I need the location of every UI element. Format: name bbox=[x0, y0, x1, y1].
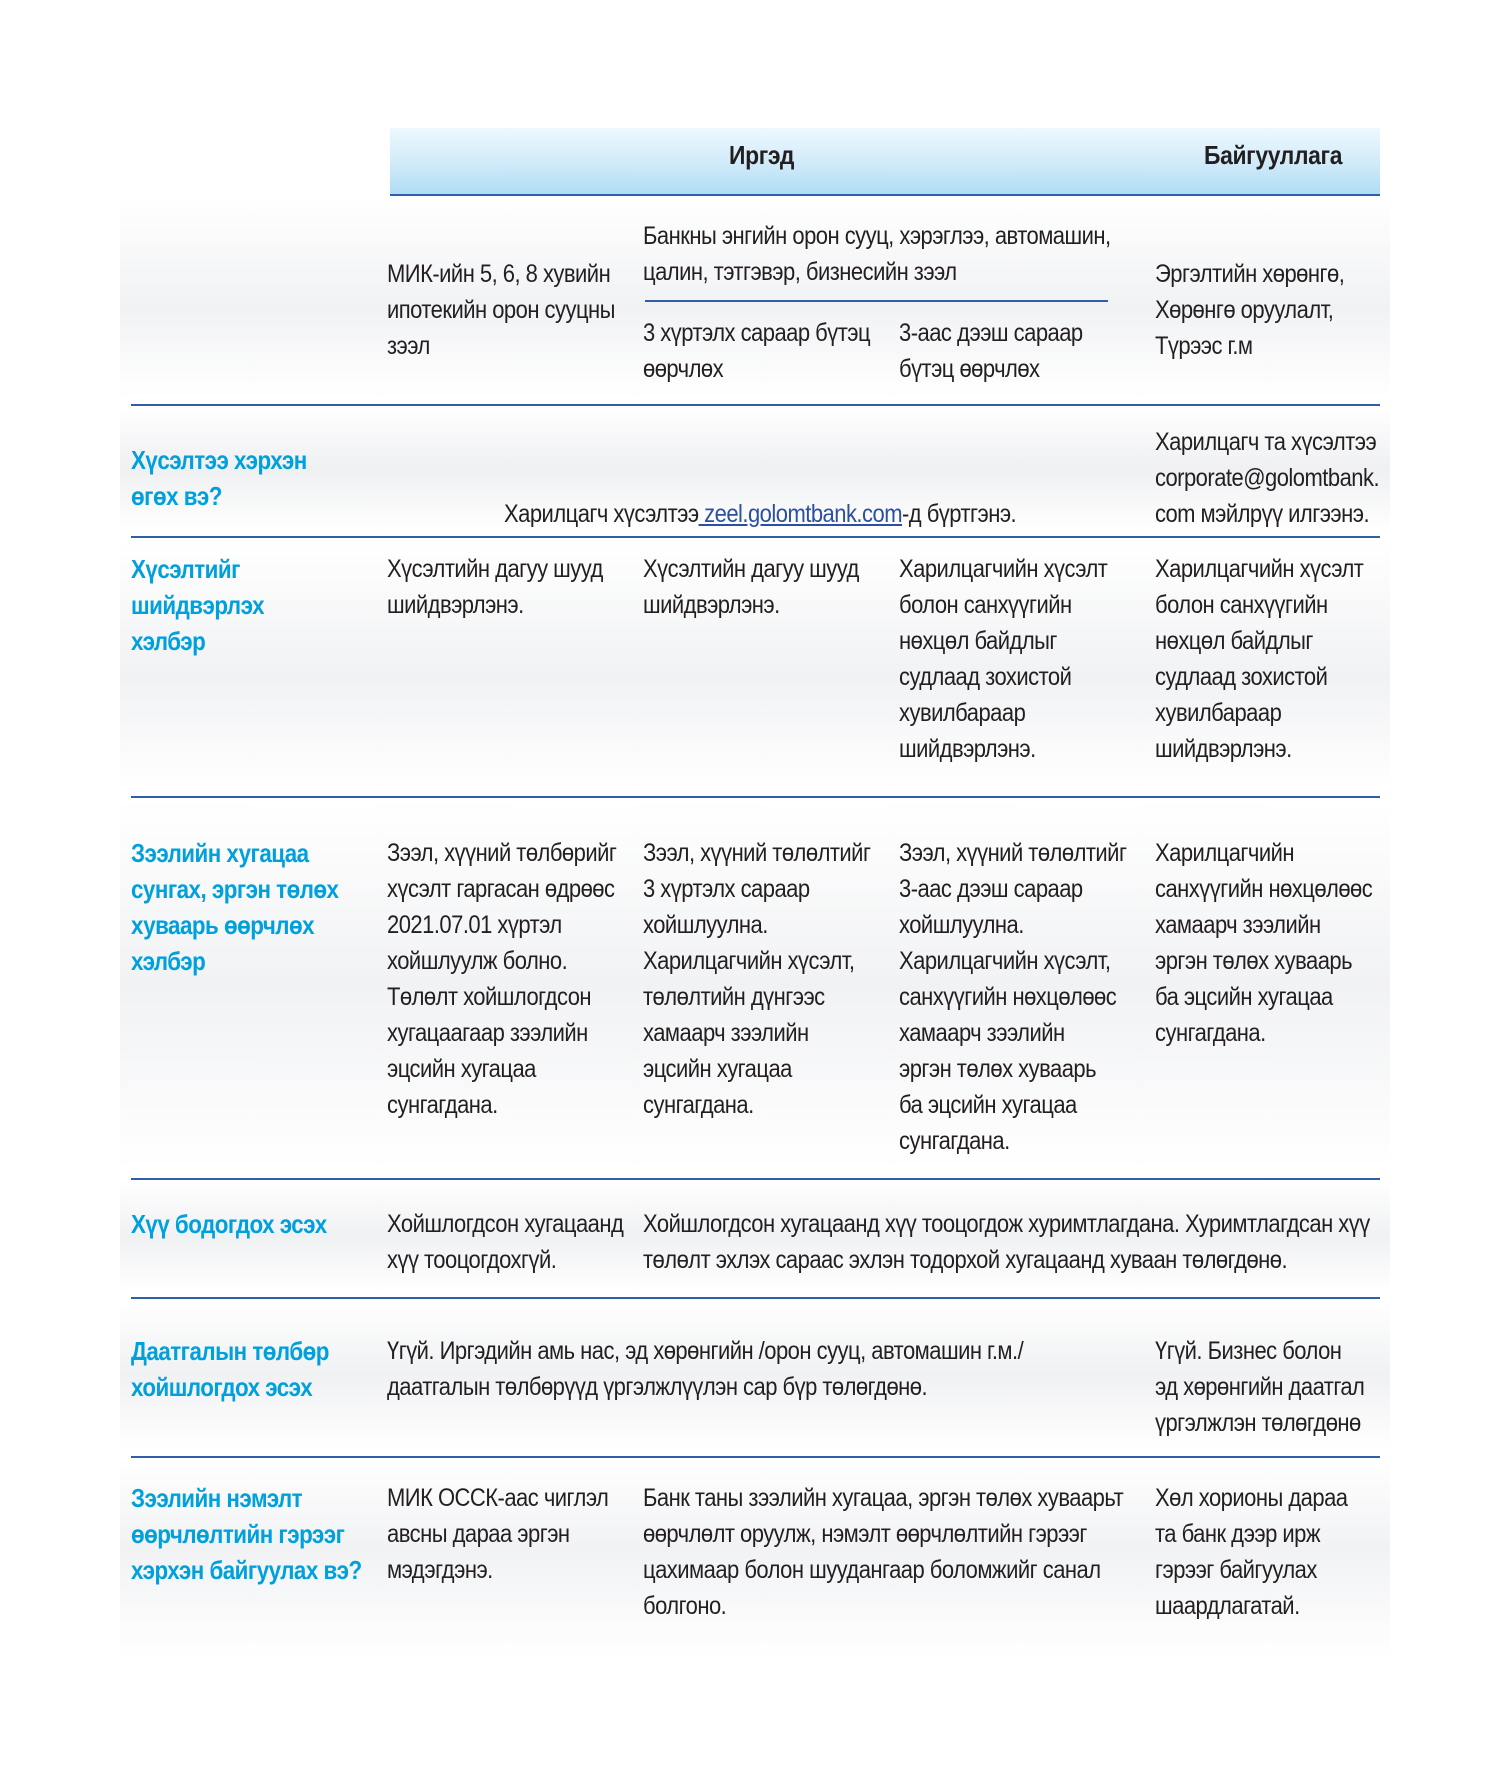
column-organizations: Эргэлтийн хөрөнгө, Хөрөнгө оруулалт, Түрээс г.м bbox=[1155, 260, 1345, 360]
row-divider bbox=[131, 404, 1380, 406]
submit-organizations-text: Харилцагч та хүсэлтээ corporate@golomtbank. com мэйлрүү илгээнэ. bbox=[1155, 428, 1380, 528]
submit-citizens-text bbox=[504, 460, 1016, 532]
interest-mik-text: Хойшлогдсон хугацаанд хүү тооцогдохгүй. bbox=[387, 1210, 624, 1274]
contract-bank-text: Банк таны зээлийн хугацаа, эргэн төлөх хуваарьт өөрчлөлт оруулж, нэмэлт өөрчлөлтийн гэрээг цахимаар болон шуудангаар боломжийг санал болгоно. bbox=[643, 1484, 1124, 1620]
decision-mik-text: Хүсэлтийн дагуу шууд шийдвэрлэнэ. bbox=[387, 555, 603, 619]
column-bank-loans: Банкны энгийн орон сууц, хэрэглээ, автомашин, цалин, тэтгэвэр, бизнесийн зээл bbox=[643, 222, 1111, 286]
insurance-organizations-text: Үгүй. Бизнес болон эд хөрөнгийн даатгал үргэлжлэн төлөгдөнө bbox=[1155, 1337, 1365, 1437]
extension-mik-text: Зээл, хүүний төлбөрийг хүсэлт гаргасан өдрөөс 2021.07.01 хүртэл хойшлуулж болно. Төлөлт хойшлогдсон хугацаагаар зээлийн эцсийн хугацаа сунгагдана. bbox=[387, 839, 617, 1119]
row-label-decision: Хүсэлтийг шийдвэрлэх хэлбэр bbox=[131, 554, 265, 656]
row-label-interest: Хүү бодогдох эсэх bbox=[131, 1209, 327, 1239]
zeel-portal-link[interactable]: zeel.golomtbank.com bbox=[698, 500, 903, 528]
column-group-divider bbox=[645, 300, 1108, 302]
interest-others-text: Хойшлогдсон хугацаанд хүү тооцогдож хуримтлагдана. Хуримтлагдсан хүү төлөлт эхлэх сараас эхлэн тодорхой хугацаанд хуваан төлөгдөнө. bbox=[643, 1210, 1370, 1274]
row-divider bbox=[131, 796, 1380, 798]
extension-up-to-3-text: Зээл, хүүний төлөлтийг 3 хүртэлх сараар хойшлуулна. Харилцагчийн хүсэлт, төлөлтийн дүнгээс хамаарч зээлийн эцсийн хугацаа сунгагдана. bbox=[643, 839, 871, 1119]
contract-mik-text: МИК ОССК-аас чиглэл авсны дараа эргэн мэдэгдэнэ. bbox=[387, 1484, 609, 1584]
row-divider bbox=[131, 1178, 1380, 1180]
column-up-to-3-months: 3 хүртэлх сараар бүтэц өөрчлөх bbox=[643, 319, 871, 383]
insurance-citizens-text: Үгүй. Иргэдийн амь нас, эд хөрөнгийн /орон сууц, автомашин г.м./ даатгалын төлбөрүүд үргэлжлүүлэн сар бүр төлөгдөнө. bbox=[387, 1337, 1024, 1401]
decision-up-to-3-text: Хүсэлтийн дагуу шууд шийдвэрлэнэ. bbox=[643, 555, 859, 619]
row-label-submit: Хүсэлтээ хэрхэн өгөх вэ? bbox=[131, 445, 307, 511]
column-over-3-months: 3-аас дээш сараар бүтэц өөрчлөх bbox=[899, 319, 1083, 383]
row-divider bbox=[131, 1297, 1380, 1299]
extension-organizations-text: Харилцагчийн санхүүгийн нөхцөлөөс хамаарч зээлийн эргэн төлөх хуваарь ба эцсийн хугацаа сунгагдана. bbox=[1155, 839, 1373, 1047]
header-citizens: Иргэд bbox=[729, 140, 795, 170]
header-organizations: Байгууллага bbox=[1204, 140, 1343, 170]
row-label-contract: Зээлийн нэмэлт өөрчлөлтийн гэрээг хэрхэн байгуулах вэ? bbox=[131, 1483, 362, 1585]
submit-citizens-suffix: -д бүртгэнэ. bbox=[902, 500, 1017, 528]
row-divider bbox=[131, 1456, 1380, 1458]
decision-organizations-text: Харилцагчийн хүсэлт болон санхүүгийн нөхцөл байдлыг судлаад зохистой хувилбараар шийдвэрлэнэ. bbox=[1155, 555, 1364, 763]
row-divider bbox=[131, 536, 1380, 538]
decision-over-3-text: Харилцагчийн хүсэлт болон санхүүгийн нөхцөл байдлыг судлаад зохистой хувилбараар шийдвэрлэнэ. bbox=[899, 555, 1108, 763]
contract-organizations-text: Хөл хорионы дараа та банк дээр ирж гэрээг байгуулах шаардлагатай. bbox=[1155, 1484, 1348, 1620]
row-label-extension: Зээлийн хугацаа сунгах, эргэн төлөх хуваарь өөрчлөх хэлбэр bbox=[131, 838, 339, 976]
row-label-insurance: Даатгалын төлбөр хойшлогдох эсэх bbox=[131, 1336, 329, 1402]
table-header-underline bbox=[390, 194, 1380, 196]
column-mik-loan: МИК-ийн 5, 6, 8 хувийн ипотекийн орон сууцны зээл bbox=[387, 260, 615, 360]
submit-citizens-prefix: Харилцагч хүсэлтээ bbox=[504, 500, 699, 528]
extension-over-3-text: Зээл, хүүний төлөлтийг 3-аас дээш сараар хойшлуулна. Харилцагчийн хүсэлт, санхүүгийн нөхцөлөөс хамаарч зээлийн эргэн төлөх хуваарь ба эцсийн хугацаа сунгагдана. bbox=[899, 839, 1127, 1155]
